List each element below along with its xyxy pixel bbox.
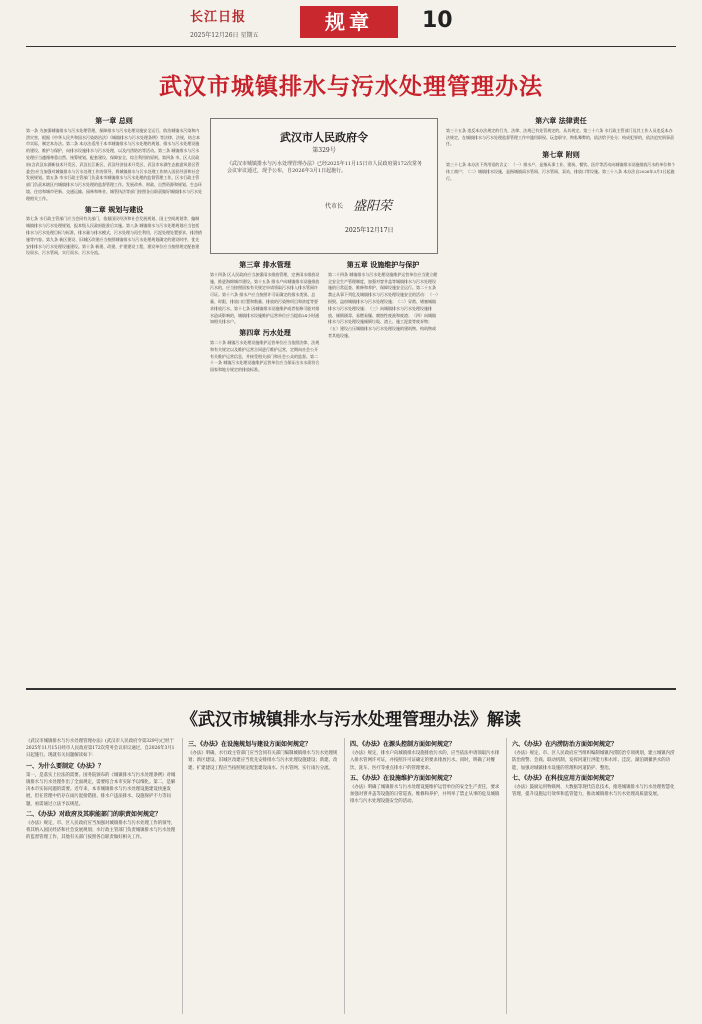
regulation-column-3 xyxy=(328,258,438,674)
chapter-heading: 第五章 设施维护与保护 xyxy=(346,260,420,269)
question-heading: 三、《办法》在设施规划与建设方面如何规定？ xyxy=(188,741,312,748)
chapter-text: 第三十七条 本办法下列用语的含义：（一）排水户，是指从事工业、建筑、餐饮、医疗等活动向城镇排水设施排放污水的单位和个体工商户；（二）城镇排水设施，是指城镇雨水管网、污水管网、泵站、排放口等设施。第三十八条 本办法自2026年3月1日起施行。 xyxy=(446,161,676,181)
question-heading: 六、《办法》在内涝防治方面如何规定？ xyxy=(512,741,618,748)
interpretation-column-4 xyxy=(512,738,676,1014)
chapter-heading: 第一章 总则 xyxy=(95,116,133,125)
issue-date: 2025年12月26日 星期五 xyxy=(190,32,259,39)
interpretation-column-2 xyxy=(188,738,338,1014)
section-label: 规章 xyxy=(300,6,398,38)
newspaper-logo: 长江日报 xyxy=(190,10,247,25)
chapter-text: 第三十五条 违反本办法规定的行为，法律、法规已有处罚规定的，从其规定。第三十六条 水行政主管部门及其工作人员违反本办法规定，在城镇排水与污水处理监督管理工作中滥用职权、玩忽职守、徇私舞弊的，依法给予处分；构成犯罪的，依法追究刑事责任。 xyxy=(446,127,674,147)
order-title: 武汉市人民政府令 xyxy=(280,131,368,144)
chapter-heading: 第二章 规划与建设 xyxy=(84,204,144,214)
answer-text: 《办法》鼓励运用物联网、大数据等现代信息技术，推进城镇排水与污水处理智慧化管理，提升设施运行效率和监管能力，推动城镇排水与污水处理高质量发展。 xyxy=(512,785,675,798)
column-separator xyxy=(506,738,507,1014)
interpretation-headline: 《武汉市城镇排水与污水处理管理办法》解读 xyxy=(181,710,521,730)
section-divider xyxy=(26,688,676,690)
chapter-text: 第十四条 区人民政府应当加强雨水排放管理，完善雨水排放设施，推进海绵城市建设。第十五条 排水户向城镇排水设施排放污水的，应当按照国家有关规定申请领取污水排入排水管网许可证。第十六条 排水户应当按照许可证确定的排水类别、总量、时限、排放口位置和数量、排放的污染物项目和浓度等要求排放污水。第十七条 因城镇排水设施维护或者检修可能对排水造成影响的，城镇排水设施维护运营单位应当提前24小时通知相关排水户。 xyxy=(210,271,320,325)
answer-text: 《办法》明确了城镇排水与污水处理设施维护运营单位的安全生产责任，要求加强对窨井盖等设施的日常巡查、维修和养护，并列举了禁止从事的危及城镇排水与污水处理设施安全的活动。 xyxy=(350,785,500,805)
regulation-column-2 xyxy=(210,258,320,674)
header-rule xyxy=(26,46,676,47)
answer-text: 《办法》规定，市、区人民政府应当加强对城镇排水与污水处理工作的领导，将其纳入国民经济和社会发展规划；水行政主管部门负责城镇排水与污水处理的监督管理工作，其他有关部门按照各自职责做好相关工作。 xyxy=(26,821,176,841)
masthead xyxy=(0,0,702,48)
handwritten-signature: 盛阳荣 xyxy=(353,199,393,214)
main-headline: 武汉市城镇排水与污水处理管理办法 xyxy=(159,73,543,100)
signer-title: 代市长 xyxy=(325,203,344,210)
page-number: 10 xyxy=(422,8,453,33)
interpretation-column-1 xyxy=(26,738,176,1014)
question-heading: 七、《办法》在科技应用方面如何规定？ xyxy=(512,774,618,782)
chapter-heading: 第三章 排水管理 xyxy=(239,260,291,269)
question-heading: 一、为什么要制定《办法》？ xyxy=(26,762,105,770)
question-heading: 二、《办法》对政府及其职能部门的职责如何规定？ xyxy=(26,810,162,818)
question-heading: 五、《办法》在设施维护方面如何规定？ xyxy=(350,774,456,782)
column-separator xyxy=(182,738,183,1014)
answer-text: 第一，是落实上位法的需要。国务院颁布的《城镇排水与污水处理条例》对城镇排水与污水处理作出了全面规定，需要结合本市实际予以细化。第二，是解决本市实际问题的需要。近年来，本市城镇排水与污水处理设施建设快速发展，但在管理中仍存在雨污混接错接、排水户违法排水、设施保护不力等问题，亟需通过立法予以规范。 xyxy=(26,772,176,807)
chapter-heading: 第四章 污水处理 xyxy=(239,328,291,338)
answer-text: 《办法》规定，市、区人民政府应当组织编制城镇内涝防治专项规划，建立城镇内涝防治预警、会商、联动机制，发挥河道行洪能力和水库、洼淀、湖泊调蓄洪水的功能，加强对城镇排水设施的管理和河道防护、整治。 xyxy=(512,751,675,771)
order-number: 第329号 xyxy=(312,147,336,154)
question-heading: 四、《办法》在源头控制方面如何规定？ xyxy=(350,741,456,748)
order-date: 2025年12月17日 xyxy=(345,227,394,234)
chapter-text: 第一条 为加强城镇排水与污水处理管理，保障排水与污水处理设施安全运行，防治城镇水污染和内涝灾害，根据《中华人民共和国水污染防治法》《城镇排水与污水处理条例》等法律、法规，结合本市实际，制定本办法。第二条 本办法适用于本市城镇排水与污水处理的规划、排水与污水处理设施的建设、维护与保护，向排水设施排水与污水处理，以及内涝防治等活动。第三条 城镇排水与污水处理应当遵循尊重自然、统筹规划、配套建设、保障安全、综合利用的原则。第四条 市、区人民政府(含武汉东湖新技术开发区、武汉长江新区、武汉经济技术开发区、武汉市东湖生态旅游风景区管委会)应当加强对城镇排水与污水处理工作的领导，将城镇排水与污水处理工作纳入国民经济和社会发展规划。第五条 市水行政主管部门负责本市城镇排水与污水处理的监督管理工作。区水行政主管部门负责本辖区内城镇排水与污水处理的监督管理工作。发展改革、财政、自然资源和规划、生态环境、住房和城市更新、交通运输、园林和林业、城管执法等部门按照各自职责做好城镇排水与污水处理相关工作。 xyxy=(26,127,202,201)
interpretation-column-3 xyxy=(350,738,500,1014)
regulation-column-4 xyxy=(446,114,676,674)
regulation-column-1 xyxy=(26,114,202,674)
order-body: 《武汉市城镇排水与污水处理管理办法》已经2025年11月15日市人民政府第172次常务会议审议通过，现予公布，自2026年3月1日起施行。 xyxy=(227,161,422,174)
answer-text: 《办法》规定，排水户向城镇排水设施排放污水的，应当依法申请领取污水排入排水管网许可证，并按照许可证确定的要求排放污水。同时，明确了对餐饮、洗车、医疗等重点排水户的管理要求。 xyxy=(350,751,500,771)
chapter-text: 第二十条 城镇污水处理设施维护运营单位应当依照法律、法规和有关规定以及维护运营合同进行维护运营，定期向社会公开有关维护运营信息，并接受相关部门和社会公众的监督。第二十一条 城镇污水处理设施维护运营单位应当保证出水水质符合国家和地方规定的排放标准。 xyxy=(210,339,320,373)
intro-text: 《武汉市城镇排水与污水处理管理办法》(武汉市人民政府令第329号)已经于2025年11月15日经市人民政府第172次常务会议审议通过，自2026年3月1日起施行。现就有关问题解读如下： xyxy=(26,739,175,759)
chapter-heading: 第六章 法律责任 xyxy=(535,116,587,125)
chapter-heading: 第七章 附则 xyxy=(542,150,580,160)
chapter-text: 第二十四条 城镇排水与污水处理设施维护运营单位应当建立健全安全生产管理制度，加强对窨井盖等城镇排水与污水处理设施的日常巡查、维修和养护，保障设施安全运行。第二十五条 禁止从事下列危及城镇排水与污水处理设施安全的活动：（一）损毁、盗窃城镇排水与污水处理设施；（二）穿凿、堵塞城镇排水与污水处理设施；（三）向城镇排水与污水处理设施排放、倾倒剧毒、易燃易爆、腐蚀性废液和废渣；（四）向城镇排水与污水处理设施倾倒垃圾、渣土、施工泥浆等废弃物；（五）建设占压城镇排水与污水处理设施的建筑物、构筑物或者其他设施。 xyxy=(328,271,438,338)
answer-text: 《办法》明确，水行政主管部门应当会同有关部门编制城镇排水与污水处理规划；新区建设、旧城区改建应当优先安排排水与污水处理设施建设；新建、改建、扩建建设工程应当按照规定配套建设雨水、污水管网，实行雨污分流。 xyxy=(188,751,338,771)
column-separator xyxy=(344,738,345,1014)
chapter-text: 第七条 水行政主管部门应当会同有关部门，依据国民经济和社会发展规划、国土空间规划等，编制城镇排水与污水处理规划，报本级人民政府批准后实施。第八条 城镇排水与污水处理规划应当包括排水与污水处理目标与标准，排水量与排水模式，污水处理与再生利用，污泥处理处置要求，排涝措施等内容。第九条 新区建设、旧城区改建应当按照城镇排水与污水处理规划确定的建设时序，优先安排排水与污水处理设施建设。第十条 新建、改建、扩建建设工程，建设单位应当按照规定配套建设雨水、污水管网，实行雨水、污水分流。 xyxy=(26,216,202,256)
government-order-box xyxy=(210,118,438,254)
